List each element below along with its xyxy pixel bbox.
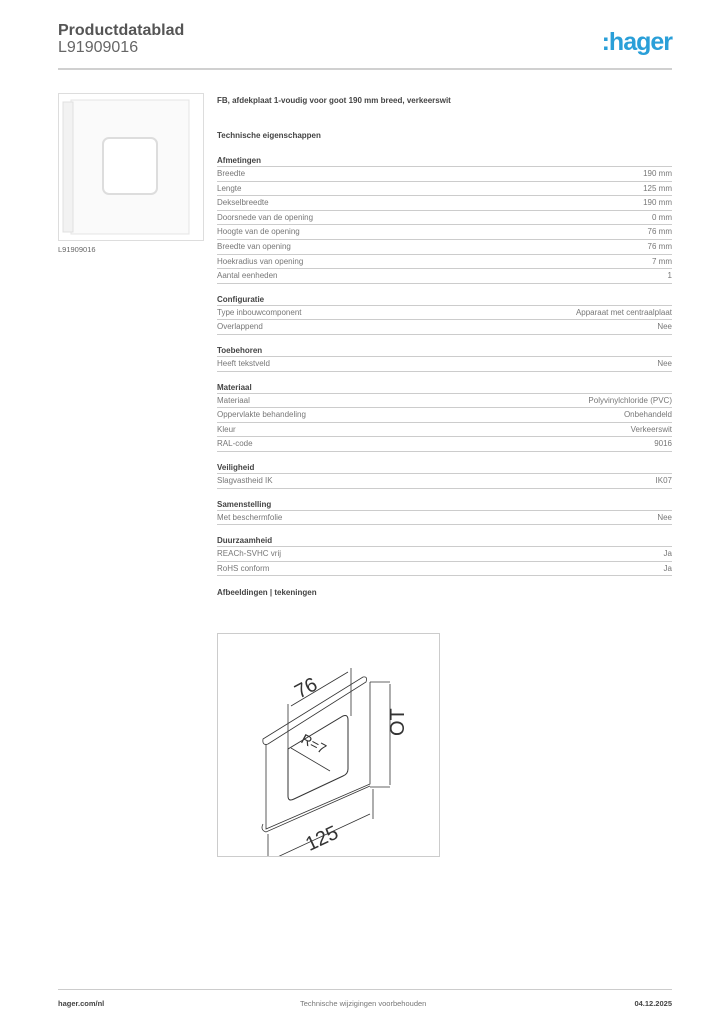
dim-radius: R=7 xyxy=(298,730,330,757)
spec-row xyxy=(217,167,672,182)
spec-row xyxy=(217,320,672,335)
spec-label: Heeft tekstveld xyxy=(217,358,270,368)
spec-value: 125 mm xyxy=(643,183,672,193)
product-description: FB, afdekplaat 1-voudig voor goot 190 mm breed, verkeerswit xyxy=(217,96,451,105)
section-title: Duurzaamheid xyxy=(217,535,672,547)
spec-section xyxy=(217,499,672,526)
spec-row xyxy=(217,511,672,526)
section-title: Veiligheid xyxy=(217,462,672,474)
footer-date: 04.12.2025 xyxy=(634,999,672,1008)
spec-value: Onbehandeld xyxy=(623,410,672,420)
product-image xyxy=(58,93,204,241)
spec-label: Slagvastheid IK xyxy=(217,475,273,485)
spec-label: Type inbouwcomponent xyxy=(217,307,302,317)
spec-label: Met beschermfolie xyxy=(217,512,283,522)
product-image-caption: L91909016 xyxy=(58,245,96,254)
spec-value: 7 mm xyxy=(652,256,672,266)
spec-value: Polyvinylchloride (PVC) xyxy=(588,395,672,405)
spec-value: 190 mm xyxy=(643,198,672,208)
spec-section xyxy=(217,345,672,372)
section-title: Samenstelling xyxy=(217,499,672,511)
spec-label: REACh-SVHC vrij xyxy=(217,549,282,559)
spec-label: RoHS conform xyxy=(217,563,270,573)
spec-label: Overlappend xyxy=(217,322,263,332)
spec-row xyxy=(217,306,672,321)
spec-row xyxy=(217,408,672,423)
spec-value: Nee xyxy=(657,512,672,522)
spec-label: Doorsnede van de opening xyxy=(217,212,314,222)
spec-section xyxy=(217,462,672,489)
spec-label: Breedte van opening xyxy=(217,241,291,251)
specs xyxy=(217,96,672,597)
spec-section xyxy=(217,294,672,335)
spec-label: RAL-code xyxy=(217,439,253,449)
footer-disclaimer: Technische wijzigingen voorbehouden xyxy=(300,999,427,1008)
tech-title: Technische eigenschappen xyxy=(217,131,321,140)
product-code: L91909016 xyxy=(58,39,139,56)
spec-label: Breedte xyxy=(217,169,246,178)
spec-value: 190 mm xyxy=(643,169,672,178)
footer-link[interactable]: hager.com/nl xyxy=(58,999,105,1008)
spec-row xyxy=(217,269,672,284)
spec-label: Lengte xyxy=(217,183,242,193)
spec-value: Verkeerswit xyxy=(630,424,672,434)
spec-section xyxy=(217,382,672,452)
section-title: Configuratie xyxy=(217,294,672,306)
hager-logo: :hager xyxy=(601,28,672,56)
spec-row xyxy=(217,225,672,240)
spec-label: Aantal eenheden xyxy=(217,271,278,281)
spec-section xyxy=(217,155,672,284)
dim-length: 125 xyxy=(302,821,342,856)
spec-label: Dekselbreedte xyxy=(217,198,269,208)
spec-row xyxy=(217,423,672,438)
spec-value: 0 mm xyxy=(652,212,672,222)
header-divider xyxy=(58,68,672,70)
spec-value: IK07 xyxy=(655,475,672,485)
spec-row xyxy=(217,474,672,489)
footer-divider xyxy=(58,989,672,990)
section-title: Toebehoren xyxy=(217,345,672,357)
spec-value: 76 mm xyxy=(647,241,672,251)
spec-row xyxy=(217,394,672,409)
spec-row xyxy=(217,255,672,270)
spec-label: Oppervlakte behandeling xyxy=(217,410,306,420)
spec-value: 1 xyxy=(667,271,672,281)
dim-height: OT xyxy=(387,708,409,736)
spec-row xyxy=(217,547,672,562)
spec-value: 9016 xyxy=(654,439,672,449)
spec-value: Ja xyxy=(663,549,672,559)
spec-row xyxy=(217,211,672,226)
spec-row xyxy=(217,240,672,255)
spec-value: Ja xyxy=(663,563,672,573)
spec-row xyxy=(217,357,672,372)
spec-label: Materiaal xyxy=(217,395,250,405)
spec-value: Nee xyxy=(657,322,672,332)
spec-value: Nee xyxy=(657,358,672,368)
spec-row xyxy=(217,196,672,211)
dim-width: 76 xyxy=(291,673,322,704)
spec-label: Hoogte van de opening xyxy=(217,227,300,237)
section-title: Materiaal xyxy=(217,382,672,394)
spec-row xyxy=(217,182,672,197)
section-title: Afmetingen xyxy=(217,155,672,167)
spec-label: Kleur xyxy=(217,424,236,434)
spec-row xyxy=(217,437,672,452)
technical-drawing xyxy=(217,633,440,857)
page-title: Productdatablad xyxy=(58,22,185,39)
spec-row xyxy=(217,562,672,577)
spec-value: Apparaat met centraalplaat xyxy=(575,307,672,317)
figures-title: Afbeeldingen | tekeningen xyxy=(217,588,317,598)
spec-section xyxy=(217,535,672,576)
spec-value: 76 mm xyxy=(647,227,672,237)
spec-label: Hoekradius van opening xyxy=(217,256,304,266)
